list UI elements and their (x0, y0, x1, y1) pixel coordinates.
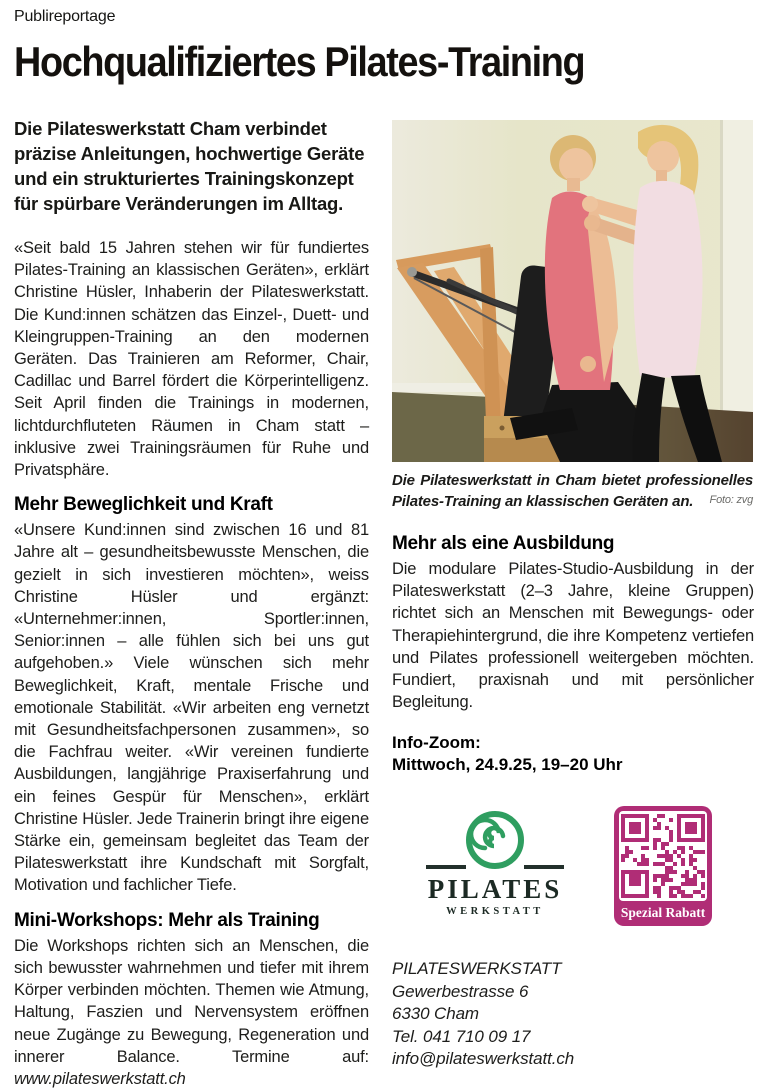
section-workshops-text (14, 935, 369, 1090)
section-heading-ausbildung: Mehr als eine Ausbildung (392, 533, 615, 554)
headline: Hochqualifiziertes Pilates-Training (14, 38, 585, 85)
info-zoom-date: Mittwoch, 24.9.25, 19–20 Uhr (392, 755, 623, 775)
logo-row (392, 806, 754, 926)
photo-caption-text: Die Pilateswerkstatt in Cham bietet professionelles Pilates-Training an klassischen Geräten an. (392, 472, 753, 510)
info-zoom-label: Info-Zoom: (392, 733, 481, 753)
pilateswerkstatt-logo (424, 806, 566, 924)
contact-company: PILATESWERKSTATT (392, 959, 562, 979)
section-heading-workshops: Mini-Workshops: Mehr als Training (14, 909, 320, 931)
qr-code (614, 806, 712, 926)
section-heading-beweglichkeit: Mehr Beweglichkeit und Kraft (14, 494, 273, 516)
contact-street: Gewerbestrasse 6 (392, 981, 529, 1001)
website-url: www.pilateswerkstatt.ch (14, 1069, 186, 1088)
contact-email: info@pilateswerkstatt.ch (392, 1049, 575, 1069)
info-zoom-block (392, 732, 754, 776)
studio-photo (392, 120, 753, 462)
section-ausbildung-text: Die modulare Pilates-Studio-Ausbildung in der Pilateswerkstatt (2–3 Jahre, kleine Gruppen) richtet sich an Menschen mit Bewegungs- oder Therapiehintergrund, die ihre Kompetenz vertiefen und Pilates professionell weitergeben möchten. Fundiert, praxisnah und mit persönlicher Begleitung. (392, 560, 754, 712)
right-column (392, 120, 754, 1071)
lead-paragraph: Die Pilateswerkstatt Cham verbindet präzise Anleitungen, hochwertige Geräte und ein strukturiertes Trainingskonzept für spürbare Veränderungen im Alltag. (14, 118, 365, 214)
contact-block (392, 958, 754, 1071)
left-column (14, 116, 369, 1090)
kicker: Publireportage (14, 8, 116, 25)
contact-phone: Tel. 041 710 09 17 (392, 1026, 531, 1046)
logo-name: PILATES (427, 874, 563, 905)
section-beweglichkeit-text: «Unsere Kund:innen sind zwischen 16 und 81 Jahre alt – gesundheitsbewusste Menschen, die gezielt in sich investieren möchten», weiss Christine Hüsler und ergänzt: «Unternehmer:innen, Sportler:innen, Senior:innen – alle fühlen sich bei uns gut aufgehoben.» Viele wünschen sich mehr Beweglichkeit, Kraft, mentale Frische und emotionale Stabilität. «Wir arbeiten eng vernetzt mit Gesundheitsfachpersonen zusammen», so die Fachfrau weiter. «Wir vereinen fundierte Ausbildungen, langjährige Praxiserfahrung und ein feines Gespür für Menschen», erklärt Christine Hüsler. Jede Trainerin bringt ihre eigene Stärke ein, gemeinsam begleitet das Team der Pilateswerkstatt ihre Kundschaft mit Sorgfalt, Motivation und fachlicher Tiefe. (14, 521, 369, 895)
logo-subname: WERKSTATT (446, 906, 544, 918)
workshops-text: Die Workshops richten sich an Menschen, die sich bewusster wahrnehmen und tiefer mit ihrem Körper verbinden möchten. Themen wie Atmung, Haltung, Faszien und Nervensystem eröffnen neue Zugänge zu Bewegung, Regeneration und innerer Balance. Termine auf: (14, 936, 369, 1066)
photo-credit: Foto: zvg (709, 493, 753, 506)
contact-city: 6330 Cham (392, 1004, 479, 1024)
intro-paragraph: «Seit bald 15 Jahren stehen wir für fundiertes Pilates-Training an klassischen Geräten», erklärt Christine Hüsler, Inhaberin der Pilateswerkstatt. Die Kund:innen schätzen das Einzel-, Duett- und Kleingruppen-Training an den modernen Geräten. Das Trainieren am Reformer, Chair, Cadillac und Barrel fördert die Körperintelligenz. Seit April finden die Trainings in modernen, lichtdurchfluteten Räumen in Cham statt – inklusive zwei Trainingsräumen für Ruhe und Privatsphäre. (14, 239, 369, 480)
qr-label: Spezial Rabatt (620, 905, 706, 921)
photo-caption (392, 471, 753, 512)
